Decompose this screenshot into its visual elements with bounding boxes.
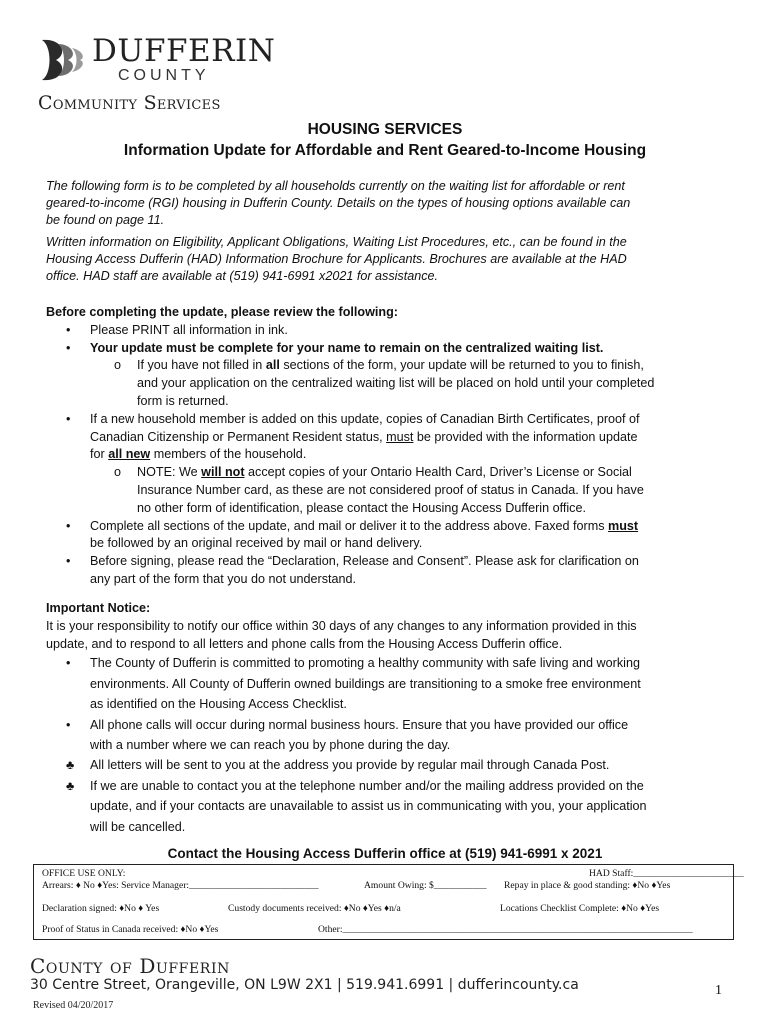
logo-county: COUNTY (118, 67, 210, 84)
page-title: HOUSING SERVICES (307, 121, 463, 138)
text-line: It is your responsibility to notify our office within 30 days of any changes to any information provided in this (46, 618, 637, 633)
club-bullet-icon: ♣ (66, 778, 75, 793)
text-line: Before signing, please read the “Declaration, Release and Consent”. Please ask for clarification on (90, 554, 639, 569)
page-number: 1 (715, 983, 722, 998)
text-line: The following form is to be completed by all households currently on the waiting list for affordable or rent (46, 179, 625, 193)
text-line: as identified on the Housing Access Checklist. (90, 697, 347, 712)
text-line: Housing Access Dufferin (HAD) Information Brochure for Applicants. Brochures are available at the HAD (46, 252, 627, 266)
bullet-icon: • (66, 656, 71, 671)
text-line: Insurance Number card, as these are not considered proof of status in Canada. If you have (137, 482, 644, 497)
text-line: All letters will be sent to you at the address you provide by regular mail through Canada Post. (90, 758, 610, 773)
list-item (46, 322, 730, 340)
had-staff-field: HAD Staff:_______________________ (589, 868, 744, 879)
notice-heading: Important Notice: (46, 601, 151, 615)
text-line: Written information on Eligibility, Applicant Obligations, Waiting List Procedures, etc., can be found in the (46, 235, 627, 249)
locations-checklist-field: Locations Checklist Complete: ♦No ♦Yes (500, 903, 660, 914)
contact-line: Contact the Housing Access Dufferin office at (519) 941-6991 x 2021 (167, 846, 603, 861)
bullet-icon: • (66, 322, 71, 337)
amount-owing-field: Amount Owing: $___________ (364, 880, 487, 891)
footer-county-name: County of Dufferin (30, 954, 230, 978)
office-use-title: OFFICE USE ONLY: (42, 868, 126, 879)
repay-field: Repay in place & good standing: ♦No ♦Yes (504, 880, 671, 891)
custody-field: Custody documents received: ♦No ♦Yes ♦n/a (228, 903, 401, 914)
text-line: update, and to respond to all letters and phone calls from the Housing Access Dufferin office. (46, 636, 563, 651)
list-item (46, 340, 730, 358)
list-item (46, 411, 730, 464)
proof-of-status-field: Proof of Status in Canada received: ♦No ♦Yes (42, 924, 219, 935)
text-line: If a new household member is added on this update, copies of Canadian Birth Certificates, proof of (90, 411, 640, 426)
list-item (46, 776, 730, 837)
text-line: environments. All County of Dufferin owned buildings are transitioning to a smoke free environment (90, 676, 641, 691)
list-item (46, 755, 730, 775)
text-line: Please PRINT all information in ink. (90, 322, 288, 337)
text-line: will be cancelled. (90, 819, 186, 834)
footer-address: 30 Centre Street, Orangeville, ON L9W 2X1 | 519.941.6991 | dufferincounty.ca (30, 977, 579, 993)
dufferin-county-logo (38, 32, 298, 114)
bullet-icon: • (66, 340, 71, 355)
office-use-box (33, 864, 744, 940)
list-item (46, 553, 730, 589)
sub-list-item (46, 464, 730, 517)
club-bullet-icon: ♣ (66, 758, 75, 773)
list-item (46, 715, 730, 756)
text-line: update, and if your contacts are unavailable to assist us in communicating with you, your application (90, 799, 647, 814)
text-line: be followed by an original received by mail or hand delivery. (90, 536, 423, 551)
text-line: for all new members of the household. (90, 447, 307, 462)
text-line: be found on page 11. (46, 213, 165, 227)
text-line: Canadian Citizenship or Permanent Resident status, must be provided with the information update (90, 429, 638, 444)
text-line: The County of Dufferin is committed to promoting a healthy community with safe living and working (90, 656, 640, 671)
text-line: and your application on the centralized waiting list will be placed on hold until your completed (137, 376, 655, 391)
notice-lead (46, 618, 730, 654)
logo-name: DUFFERIN (92, 33, 276, 69)
arrears-field: Arrears: ♦ No ♦Yes: Service Manager:___________________________ (42, 880, 319, 891)
text-line: form is returned. (137, 393, 229, 408)
text-line: office. HAD staff are available at (519) 941-6991 x2021 for assistance. (46, 269, 439, 283)
text-line: Complete all sections of the update, and mail or deliver it to the address above. Faxed forms must (90, 518, 639, 533)
bullet-icon: • (66, 554, 71, 569)
list-item (46, 518, 730, 554)
bullet-icon: • (66, 518, 71, 533)
bullet-icon: • (66, 411, 71, 426)
text-line: All phone calls will occur during normal business hours. Ensure that you have provided our office (90, 717, 629, 732)
revised-date: Revised 04/20/2017 (33, 1000, 114, 1011)
list-item (46, 653, 730, 714)
circle-bullet-icon: o (114, 358, 122, 373)
text-line: Your update must be complete for your name to remain on the centralized waiting list. (90, 340, 604, 355)
intro-paragraph-2 (46, 234, 728, 285)
text-line: with a number where we can reach you by phone during the day. (90, 738, 451, 753)
intro-paragraph-1 (46, 178, 728, 229)
text-line: no other form of identification, please contact the Housing Access Dufferin office. (137, 500, 586, 515)
review-section (46, 304, 730, 589)
declaration-field: Declaration signed: ♦No ♦ Yes (42, 903, 160, 914)
sub-list-item (46, 357, 730, 410)
page-subtitle: Information Update for Affordable and Rent Geared-to-Income Housing (123, 142, 647, 159)
text-line: If we are unable to contact you at the telephone number and/or the mailing address provided on the (90, 778, 644, 793)
bullet-icon: • (66, 717, 71, 732)
text-line: any part of the form that you do not understand. (90, 571, 357, 586)
other-field: Other:_________________________________________________________________________ (318, 924, 693, 935)
dufferin-logo-icon (38, 34, 90, 86)
circle-bullet-icon: o (114, 465, 122, 480)
review-heading: Before completing the update, please review the following: (46, 305, 398, 319)
text-line: NOTE: We will not accept copies of your Ontario Health Card, Driver’s License or Social (137, 465, 632, 480)
text-line: geared-to-income (RGI) housing in Dufferin County. Details on the types of housing options available can (46, 196, 631, 210)
department-name: Community Services (38, 92, 221, 114)
text-line: If you have not filled in all sections of the form, your update will be returned to you to finish, (137, 358, 644, 373)
important-notice-section (46, 600, 730, 837)
